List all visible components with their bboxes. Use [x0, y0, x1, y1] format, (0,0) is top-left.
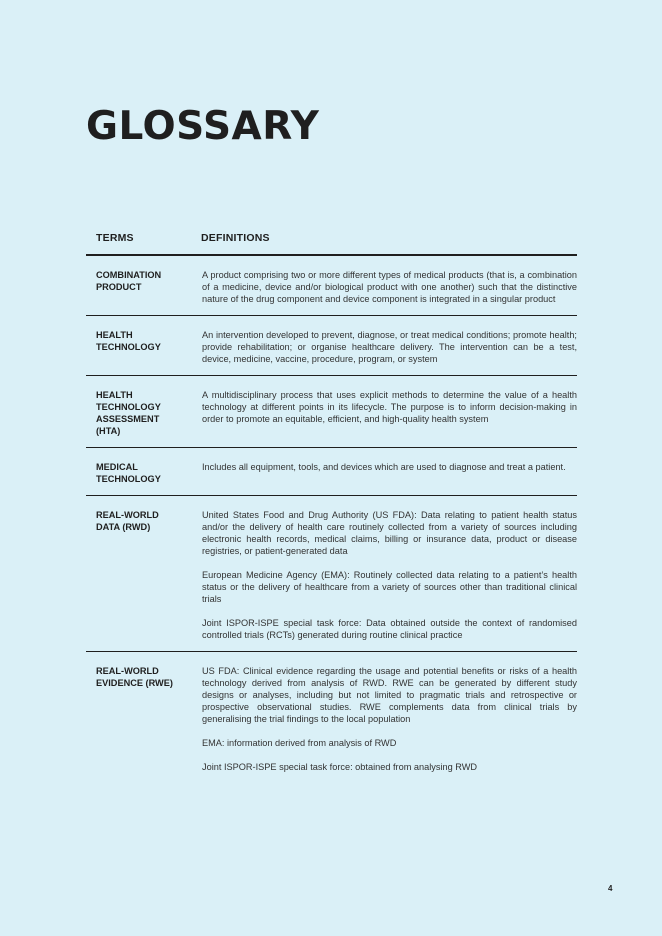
glossary-table — [86, 232, 577, 783]
glossary-term: COMBINATION PRODUCT — [96, 270, 162, 292]
page-title: GLOSSARY — [86, 104, 320, 149]
glossary-header-row — [86, 232, 577, 256]
definition-paragraph: US FDA: Clinical evidence regarding the usage and potential benefits or risks of a health technology derived from analysis of RWD. RWE can be generated by different study designs or analyses, including but not limited to pragmatic trials and retrospective or prospective observational studies. RWE complements data from clinical trials by generalising the trial findings to the local population — [202, 666, 577, 724]
glossary-term: HEALTH TECHNOLOGY — [96, 330, 161, 352]
glossary-definition — [192, 389, 577, 437]
definition-paragraph: A multidisciplinary process that uses explicit methods to determine the value of a health technology at different points in its lifecycle. The purpose is to inform decision-making in order to promote an equitable, efficient, and high-quality health system — [202, 390, 577, 424]
glossary-definition — [192, 665, 577, 773]
glossary-definition — [192, 269, 577, 305]
glossary-definition — [192, 509, 577, 641]
definitions-column-header: DEFINITIONS — [201, 232, 270, 244]
glossary-term: HEALTH TECHNOLOGY ASSESSMENT (HTA) — [96, 390, 161, 436]
definition-paragraph: Joint ISPOR-ISPE special task force: Data obtained outside the context of randomised controlled trials (RCTs) generated during routine clinical practice — [202, 618, 577, 640]
glossary-definition — [192, 329, 577, 365]
page-number: 4 — [608, 884, 613, 893]
terms-column-header: TERMS — [96, 232, 134, 244]
glossary-entry-combination-product — [86, 256, 577, 316]
definition-paragraph: An intervention developed to prevent, diagnose, or treat medical conditions; promote health; provide rehabilitation; or organise healthcare delivery. The intervention can be a test, device, medicine, vaccine, procedure, program, or system — [202, 330, 577, 364]
glossary-term: REAL-WORLD DATA (RWD) — [96, 510, 159, 532]
glossary-term: REAL-WORLD EVIDENCE (RWE) — [96, 666, 173, 688]
definition-paragraph: Joint ISPOR-ISPE special task force: obtained from analysing RWD — [202, 762, 478, 772]
glossary-entry-medical-technology — [86, 448, 577, 496]
definition-paragraph: European Medicine Agency (EMA): Routinely collected data relating to a patient’s health status or the delivery of healthcare from a variety of sources other than traditional clinical trials — [202, 570, 577, 604]
glossary-entry-hta — [86, 376, 577, 448]
definition-paragraph: A product comprising two or more different types of medical products (that is, a combination of a medicine, device and/or biological product with one another) such that the distinctive nature of the drug component and device component is integrated in a singular product — [202, 270, 577, 304]
glossary-entry-health-technology — [86, 316, 577, 376]
definition-paragraph: EMA: information derived from analysis of RWD — [202, 738, 397, 748]
glossary-term: MEDICAL TECHNOLOGY — [96, 462, 161, 484]
glossary-entry-rwe — [86, 652, 577, 783]
glossary-entry-rwd — [86, 496, 577, 652]
glossary-definition — [192, 461, 577, 485]
definition-paragraph: Includes all equipment, tools, and devices which are used to diagnose and treat a patient. — [202, 462, 566, 472]
definition-paragraph: United States Food and Drug Authority (US FDA): Data relating to patient health status and/or the delivery of health care routinely collected from a variety of sources including electronic health records, medical claims, billing or insurance data, product or disease registries, or patient-generated data — [202, 510, 577, 556]
